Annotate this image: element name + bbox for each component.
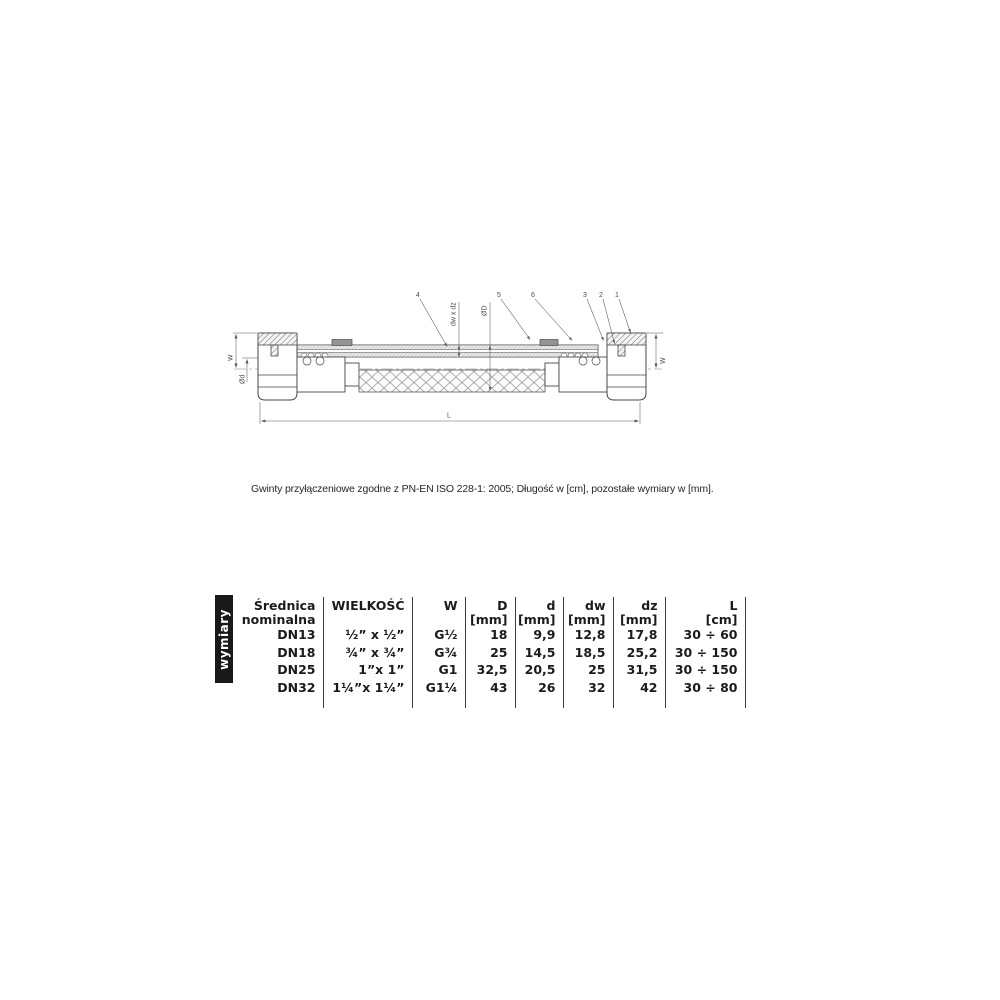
- cell: 30 ÷ 60: [665, 626, 745, 644]
- cell: [613, 696, 665, 708]
- cell: 18: [465, 626, 515, 644]
- hose-technical-drawing: [228, 278, 668, 428]
- dimensions-table: [238, 597, 746, 708]
- cell: 12,8: [563, 626, 613, 644]
- callout-6: 6: [531, 292, 535, 299]
- left-ferrule: [297, 357, 359, 392]
- col-header-L: [665, 597, 745, 626]
- cell: 32,5: [465, 661, 515, 679]
- cell: G½: [412, 626, 465, 644]
- cell: ½” x ½”: [323, 626, 412, 644]
- dim-label-d-small: Ød: [239, 374, 247, 384]
- cell: 17,8: [613, 626, 665, 644]
- wymiary-side-tab-label: wymiary: [217, 608, 231, 670]
- cell: 25: [563, 661, 613, 679]
- col-header-w: [412, 597, 465, 626]
- cell: [515, 696, 563, 708]
- cell: [323, 696, 412, 708]
- dim-label-bigD: ØD: [481, 305, 489, 316]
- cell: 30 ÷ 150: [665, 644, 745, 662]
- header-line2: [mm]: [620, 611, 658, 627]
- cell: 26: [515, 679, 563, 697]
- cell: DN13: [238, 626, 323, 644]
- col-header-d: [515, 597, 563, 626]
- cell: [563, 696, 613, 708]
- cell: 14,5: [515, 644, 563, 662]
- cell: 32: [563, 679, 613, 697]
- header-line2: nominalna: [241, 611, 316, 627]
- header-line1: L: [729, 598, 738, 613]
- cell: 25: [465, 644, 515, 662]
- header-line2: [413, 613, 458, 627]
- thread-standard-note: Gwinty przyłączeniowe zgodne z PN-EN ISO 228-1: 2005; Długość w [cm], pozostałe wymiary w [mm].: [251, 483, 714, 495]
- header-line2: [324, 613, 405, 627]
- left-nut: [258, 333, 297, 400]
- callout-5: 5: [497, 292, 501, 299]
- wymiary-side-tab: [215, 595, 233, 683]
- header-line1: WIELKOŚĆ: [331, 598, 405, 613]
- hose-section-band: [290, 340, 598, 360]
- cell: 18,5: [563, 644, 613, 662]
- cell: ¾” x ¾”: [323, 644, 412, 662]
- cell: 1”x 1”: [323, 661, 412, 679]
- cell: 20,5: [515, 661, 563, 679]
- dim-w-left: [233, 333, 257, 368]
- crimp-sleeve-left: [332, 340, 352, 346]
- cell: DN25: [238, 661, 323, 679]
- cell: 30 ÷ 150: [665, 661, 745, 679]
- cell: 25,2: [613, 644, 665, 662]
- table-header-row: [238, 597, 745, 626]
- cell: 1¼”x 1¼”: [323, 679, 412, 697]
- header-line1: Średnica: [253, 598, 316, 613]
- dim-label-dwdz: dw x dz: [450, 302, 458, 326]
- header-line1: dz: [641, 598, 658, 613]
- right-ferrule: [545, 357, 607, 392]
- cell: [238, 696, 323, 708]
- table-row-dn32: [238, 679, 745, 697]
- cell: G¾: [412, 644, 465, 662]
- cell: 31,5: [613, 661, 665, 679]
- col-header-D: [465, 597, 515, 626]
- table-row-dn13: [238, 626, 745, 644]
- cell: [665, 696, 745, 708]
- callout-3: 3: [583, 292, 587, 299]
- header-line1: dw: [585, 598, 606, 613]
- table-row-dn18: [238, 644, 745, 662]
- right-nut: [607, 333, 646, 400]
- dim-label-w-right: W: [660, 357, 667, 364]
- cell: G1¼: [412, 679, 465, 697]
- cell: [465, 696, 515, 708]
- header-line1: W: [443, 598, 458, 613]
- dim-label-w-left: W: [228, 354, 235, 361]
- table-row-dn25: [238, 661, 745, 679]
- callout-1: 1: [615, 292, 619, 299]
- dim-label-length: L: [447, 412, 451, 420]
- crimp-sleeve-right: [540, 340, 558, 346]
- header-line2: [mm]: [518, 611, 556, 627]
- header-line1: d: [546, 598, 556, 613]
- cell: 9,9: [515, 626, 563, 644]
- header-line2: [mm]: [470, 611, 508, 627]
- cell: 43: [465, 679, 515, 697]
- callout-2: 2: [599, 292, 603, 299]
- cell: [412, 696, 465, 708]
- cell: 30 ÷ 80: [665, 679, 745, 697]
- braided-hose-body: [359, 370, 545, 392]
- callout-4: 4: [416, 292, 420, 299]
- header-line2: [mm]: [568, 611, 606, 627]
- table-filler-row: [238, 696, 745, 708]
- col-header-dw: [563, 597, 613, 626]
- cell: G1: [412, 661, 465, 679]
- cell: 42: [613, 679, 665, 697]
- col-header-wielkosc: [323, 597, 412, 626]
- cell: DN32: [238, 679, 323, 697]
- header-line2: [cm]: [705, 611, 738, 627]
- cell: DN18: [238, 644, 323, 662]
- header-line1: D: [497, 598, 508, 613]
- col-header-dz: [613, 597, 665, 626]
- col-header-srednica: [238, 597, 323, 626]
